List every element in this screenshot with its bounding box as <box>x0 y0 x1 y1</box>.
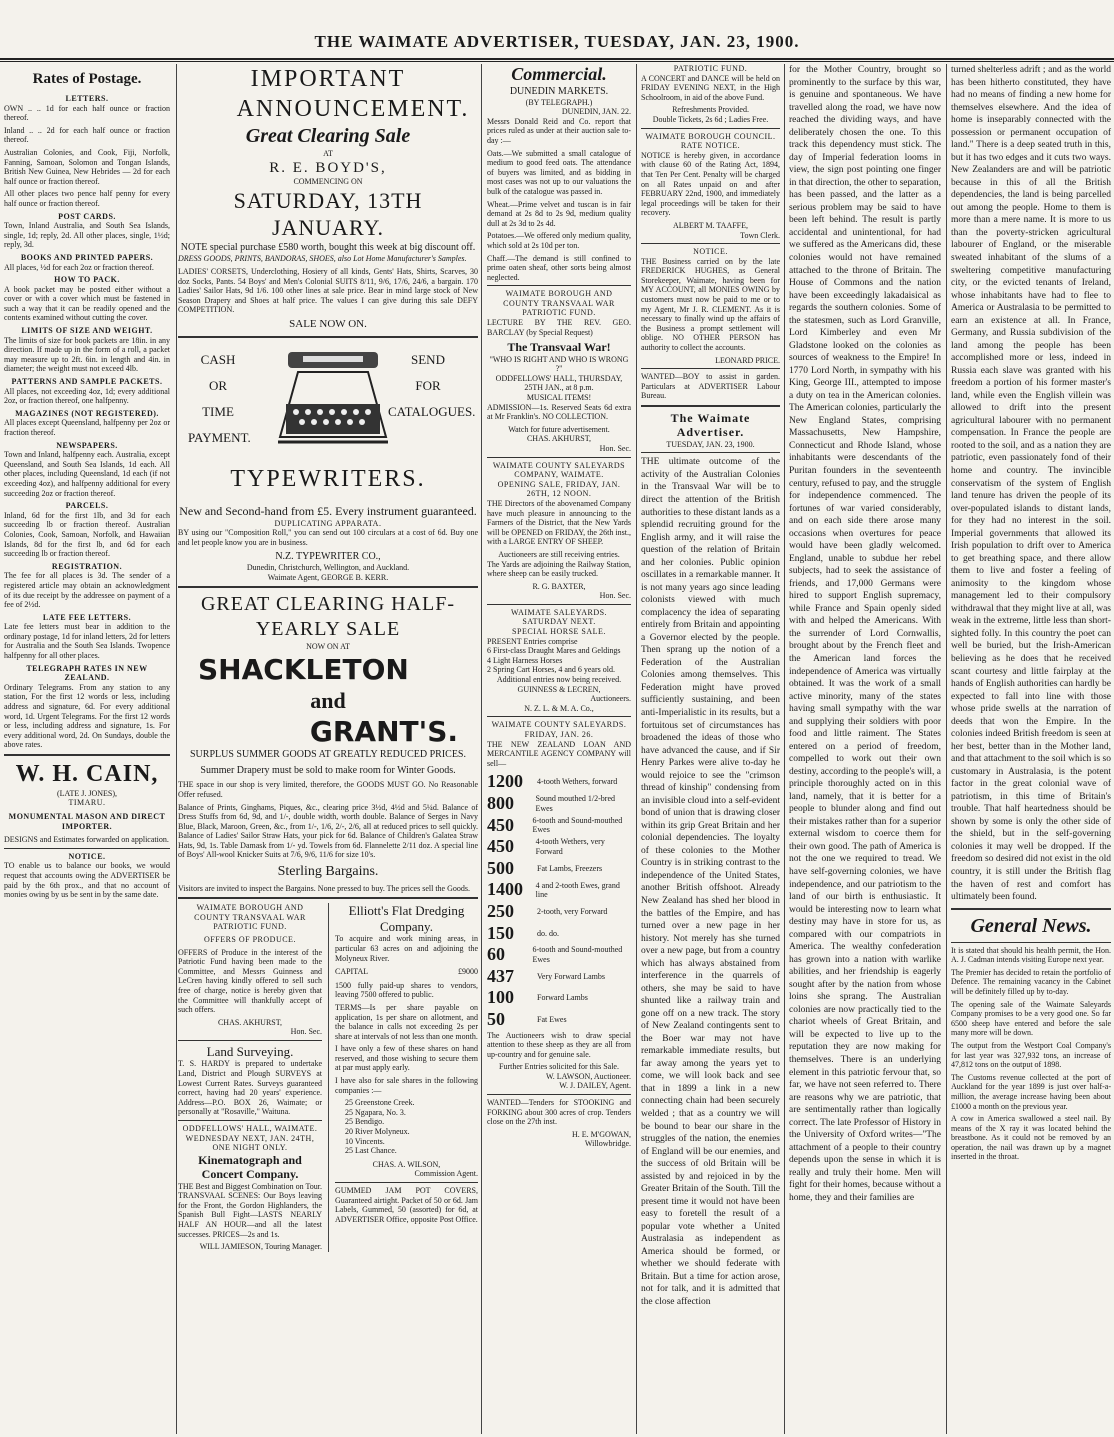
lot-count: 1200 <box>487 771 523 792</box>
notice-body: TO enable us to balance our books, we would request that accounts owing the ADVERTISER be paid by the 6th prox., and that no account of monies owing by us be sent in by the same date. <box>4 861 170 900</box>
space-line: THE space in our shop is very limited, therefore, the GOODS MUST GO. No Reasonable Offer refused. <box>178 780 478 799</box>
admission-line: ADMISSION—1s. Reserved Seats 6d extra at Mr Franklin's. NO COLLECTION. <box>487 402 631 422</box>
divider <box>4 754 170 756</box>
offers-body: OFFERS of Produce in the interest of the Patriotic Fund having been made to the Committee, and Messrs Guinness and LeCren having kindly offered to sell such free of charge, notice is hereby given that the Committee will thankfully accept of such offers. <box>178 947 322 1015</box>
lot-description: 2-tooth, very Forward <box>537 906 608 916</box>
divider <box>641 405 780 407</box>
nz-loan-line: THE NEW ZEALAND LOAN AND MERCANTILE AGENCY COMPANY will sell— <box>487 739 631 768</box>
typewriter-ad <box>178 342 478 502</box>
rate-line: Ordinary Telegrams. From any station to any station, For the first 12 words or less, including address and signature, 6d. For every additional word, 1d. Urgent Telegrams. For the first 12 words or less, including address and signature, 1s. For every additional word, 2d. On Sundays, double the above rates. <box>4 682 170 750</box>
summer-line: Summer Drapery must be sold to make room for Winter Goods. <box>200 764 456 776</box>
wilson-role: Commission Agent. <box>414 1169 478 1179</box>
divider <box>641 452 780 453</box>
sheep-lot-row <box>487 923 631 945</box>
general-news-list <box>951 946 1111 1162</box>
commencing-label: COMMENCING ON <box>293 177 363 187</box>
rate-line: The limits of size for book packets are 18in. in any direction. If made up in the form of a roll, a packet may measure up to 2ft. 6in. in length and 4in. in diameter; the weight must not exceed 4lb. <box>4 335 170 374</box>
lawson-name: W. LAWSON, Auctioneer. <box>545 1071 631 1081</box>
sheep-lot-row <box>487 1009 631 1031</box>
column-divider <box>784 64 785 1434</box>
sat-next: SATURDAY NEXT. <box>522 617 596 627</box>
market-potatoes: Potatoes.—We offered only medium quality, which sold at 2s 10d per ton. <box>487 231 631 250</box>
baxter-name: R. G. BAXTER, <box>532 581 586 591</box>
have-few-line: I have only a few of these shares on hand reserved, and those wishing to secure them at par must apply early. <box>334 1044 478 1073</box>
company-list <box>335 1098 478 1156</box>
sheep-lot-row <box>487 901 631 923</box>
divider <box>178 897 478 899</box>
divider <box>335 1182 478 1183</box>
notice-heading: NOTICE. <box>68 851 106 861</box>
news-item: The opening sale of the Waimate Saleyards Company promises to be a very good one. So far 6500 sheep have entered and before the sale many more will be down. <box>951 999 1111 1038</box>
duplicating: DUPLICATING APPARATA. <box>274 518 382 528</box>
divider <box>641 368 780 369</box>
elliott-heading: Elliott's Flat Dredging Company. <box>348 903 465 934</box>
market-chaff: Chaff.—The demand is still confined to prime oaten sheaf, other sorts being almost neglected. <box>487 253 631 282</box>
sheep-lot-row <box>487 879 631 901</box>
sheep-lots <box>487 771 631 1030</box>
price-name: LEONARD PRICE. <box>715 355 780 365</box>
notices-column <box>638 64 783 1434</box>
transvaal-heading: The Transvaal War! <box>507 340 611 355</box>
lot-description: Fat Ewes <box>537 1014 567 1024</box>
divider <box>641 243 780 244</box>
list-item: 6 First-class Draught Mares and Geldings <box>487 646 621 656</box>
nz-typewriter-loc: Dunedin, Christchurch, Wellington, and Auckland. <box>246 563 410 573</box>
taaffe-name: ALBERT M. TAAFFE, <box>672 220 749 230</box>
section-heading: PATTERNS AND SAMPLE PACKETS. <box>11 377 163 387</box>
editorial-end: turned shelterless adrift ; and as the world has been hitherto constituted, they have had no means of finding a new home for themselves elsewhere. And the idea of home is inseparably connected with the possession or permanent occupation of land." There is a deep seated truth in this, but it has two edges and it cuts two ways. New Zealanders are and will be patriotic because in this of all the British dependencies, the land is being parcelled out among the people. Home to them is more than a mere name. It is more to us than the poverty-stricken agricultural labourer of England, or the miserable sweated inhabitant of the slums of a sweltering competitive manufacturing city, or the evicted tenants of Ireland, whose inhabitants have had to flee to America or Australasia to be permitted to earn an existence at all. In France, Germany, and Russia subdivision of the land among the people has been accomplished more or less, indeed in Russia each slave was granted with his freedom a portion of his former master's land, while even the English villein was allowed to drift into the present agricultural labourer with no permanent compensation. In France the people are rooted to the soil, and as a nation they are patriotic, even passionately fond of their home and country. The invincible conservatism of the system of English land tenure has driven the people of its over-populated islands to distant lands, for they had no interest in the soil. Imperial governments that allowed its Irish population to drift over to America to get breathing space, and there allow them to live and foster a feeling of animosity to the kingdom whose management led to their compulsory withdrawal that they might live at all, was weak in the extreme, little less than short-sighted folly. In this country the poet can well be buried, but the Irish-American believing as he does that he received scant courtesy and little fairplay at the hands of English authorities can hardly be expected to fall into line with those whose pride swells at the narration of deeds that won the Empire. In the colonies indeed British freedom is seen at her best, better than in the Mother land, and that attachment to the soil which is so customary in Australasia, is the potent factor in the great colonial wave of patriotism, in this time of Britain's trouble. That half heartedness should be shown by some is only the other side of the shield, but in the self-governing colonies it may well be dropped. If the freedom so desired did not exist in the old country, it is still under the British flag the haven of rest and comfort has ultimately been found. <box>951 65 1111 903</box>
sheep-lot-row <box>487 815 631 837</box>
yards-line: The Yards are adjoining the Railway Station, where sheep can be easily trucked. <box>487 559 631 579</box>
and-label: and <box>310 687 346 713</box>
telegraph-label: (BY TELEGRAPH.) <box>525 97 593 107</box>
rate-line: Late fee letters must bear in addition to the ordinary postage, 1d for inland letters, 2d for letters for Australia and the South Sea Islands. Twopence halfpenny for all other places. <box>4 622 170 661</box>
watch-line: Watch for future advertisement. <box>508 424 610 434</box>
section-heading: TELEGRAPH RATES IN NEW ZEALAND. <box>26 663 148 683</box>
right-ad-stack <box>335 903 478 1252</box>
rate-line: All other places two pence half penny for every half ounce or fraction thereof. <box>4 189 170 208</box>
oddfellows-heading: ODDFELLOWS' HALL, WAIMATE. WEDNESDAY NEXT, JAN. 24TH, ONE NIGHT ONLY. <box>182 1124 318 1153</box>
column-divider <box>636 64 637 1434</box>
auctioneers-line: Auctioneers are still receiving entries. <box>498 549 620 559</box>
akhurst-name: CHAS. AKHURST, <box>526 434 592 444</box>
lot-description: 4-tooth Wethers, very Forward <box>535 837 605 856</box>
lot-count: 450 <box>487 836 514 857</box>
typewriter-illustration <box>258 342 398 462</box>
composition-roll: BY using our "Composition Roll," you can send out 100 circulars at a cost of 6d. Buy one and let people know you are in business. <box>178 528 478 547</box>
lot-description: Very Forward Lambs <box>537 971 605 981</box>
now-on-at: NOW ON AT <box>306 642 350 652</box>
section-heading: LIMITS OF SIZE AND WEIGHT. <box>21 326 153 336</box>
rate-line: Australian Colonies, and Cook, Fiji, Norfolk, Fanning, Samoan, Solomon and Tongan Islands, British New Guinea, New Hebrides — 2d for each half ounce or fraction thereof. <box>4 147 170 186</box>
list-item: 2 Spring Cart Horses, 4 and 6 years old. <box>487 665 615 675</box>
wcs-heading: WAIMATE COUNTY SALEYARDS. <box>491 720 627 730</box>
lot-description: do. do. <box>537 928 559 938</box>
sheep-lot-row <box>487 836 631 858</box>
news-item: It is stated that should his health permit, the Hon. A. J. Cadman intends visiting Europe next year. <box>951 945 1111 965</box>
top-rule-thin <box>0 61 1114 62</box>
time-label: TIME <box>202 403 234 419</box>
friday-line: FRIDAY, JAN. 26. <box>524 730 594 740</box>
lot-description: 6-tooth and Sound-mouthed Ewes <box>532 945 623 964</box>
lot-description: Fat Lambs, Freezers <box>537 863 603 873</box>
commercial-heading: Commercial. <box>511 64 607 84</box>
column-divider <box>946 64 947 1434</box>
mcgowan-loc: Willowbridge. <box>584 1139 631 1149</box>
sheep-lot-row <box>487 987 631 1009</box>
lot-count: 1400 <box>487 879 523 900</box>
refreshments: Refreshments Provided. <box>672 105 749 115</box>
tickets: Double Tickets, 2s 6d ; Ladies Free. <box>652 114 769 124</box>
guinness-name: GUINNESS & LECREN, <box>517 684 601 694</box>
rate-line: Inland .. .. 2d for each half ounce or fraction thereof. <box>4 125 170 145</box>
divider <box>178 336 478 338</box>
divider <box>487 604 631 605</box>
news-item: The Premier has decided to retain the portfolio of Defence. The remaining vacancy in the Cabinet will be definitely filled up by to-day. <box>951 967 1111 996</box>
sheep-lot-row <box>487 793 631 815</box>
lot-count: 50 <box>487 1008 505 1029</box>
news-item: The output from the Westport Coal Company's for last year was 327,932 tons, an increase of 47,812 tons on the output of 1898. <box>951 1040 1111 1070</box>
advertiser-designs: DESIGNS and Estimates forwarded on application. <box>4 835 169 845</box>
list-item: 25 Ngapara, No. 3. <box>344 1107 406 1117</box>
lot-count: 100 <box>487 987 514 1008</box>
rate-heading: RATE NOTICE. <box>680 141 741 151</box>
at-label: AT <box>323 149 333 158</box>
list-item: 25 Last Chance. <box>344 1146 397 1156</box>
send-label: SEND <box>411 351 445 367</box>
rate-line: All places, ½d for each 2oz or fraction thereof. <box>4 262 154 272</box>
lot-description: 4 and 2-tooth Ewes, grand line <box>535 880 620 900</box>
balance-lines: Balance of Prints, Ginghams, Piques, &c., clearing price 3½d, 4½d and 5¼d. Balance of Dress Stuffs from 6d, 9d, and 1/-, double width, worth double. Balance of Serges in Navy Blue, Black, Maroon, Green, &c., from 1/-, 1/6, 2/-, 2/6, all at reduced prices to sell quickly. Balance of Ladies' Sailor Straw Hats, your pick for 6d. Balance of Children's Galatea Straw Hats, 9d, 1s. Table Damask from 1/- yd. Towels from 6d. Flannelette 2/11 doz. A special line of Boys' All-wool Knicker Suits at 7/6, 9/6, 11/6 for size 10's. <box>178 802 478 860</box>
capital-label: CAPITAL <box>334 967 369 977</box>
lot-count: 450 <box>487 814 514 835</box>
list-item: 20 River Molyneux. <box>344 1127 410 1137</box>
capital-value: £9000 <box>458 967 478 977</box>
terms-line: TERMS—Is per share payable on application, 1s per share on allotment, and the balance in calls not exceeding 2s per share at intervals of not less than one month. <box>334 1002 478 1041</box>
editorial-end-column <box>948 64 1114 1434</box>
shackleton-name: SHACKLETON <box>198 652 409 686</box>
announcement-line1: IMPORTANT <box>250 66 406 92</box>
mcgowan-name: H. E. M'GOWAN, <box>572 1129 631 1139</box>
postage-column <box>0 64 174 1434</box>
sheep-lot-row <box>487 771 631 793</box>
divider <box>951 942 1111 943</box>
market-wheat: Wheat.—Prime velvet and tuscan is in fair demand at 2s 8d to 2s 9d, medium quality dull at 2s 3d to 2s 4d. <box>487 199 631 228</box>
dateline: DUNEDIN, JAN. 22. <box>561 107 631 117</box>
market-intro: Messrs Donald Reid and Co. report that prices ruled as under at their auction sale to-day :— <box>487 116 631 145</box>
borough-heading: WAIMATE BOROUGH COUNCIL. <box>645 131 776 141</box>
sheep-lot-row <box>487 858 631 880</box>
news-item: A cow in America swallowed a steel nail. By means of the X ray it was located behind the breastbone. As it could not be removed by an operation, the nail was drawn up by a magnet inserted in the throat. <box>951 1114 1111 1162</box>
clearing-line2: YEARLY SALE <box>255 618 401 641</box>
lot-count: 250 <box>487 900 514 921</box>
list-item: 25 Greenstone Creek. <box>344 1098 415 1108</box>
announcement-line2: ANNOUNCEMENT. <box>236 96 470 122</box>
typewriters-heading: TYPEWRITERS. <box>230 465 426 492</box>
for-label: FOR <box>415 377 441 393</box>
divider <box>4 848 170 849</box>
oddfellows-line: ODDFELLOWS' HALL, THURSDAY, 25TH JAN., at 8 p.m. <box>495 373 623 393</box>
visitors-line: Visitors are invited to inspect the Bargains. None pressed to buy. The prices sell the Goods. <box>178 883 470 893</box>
rate-line: A book packet may be posted either without a cover or with a cover which must be fastened in such a way that it can be readily opened and the contents examined without cutting the cover. <box>4 284 170 323</box>
elliott-body: To acquire and work mining areas, in particular 63 acres on and adjoining the Molyneux River. <box>334 934 478 963</box>
masthead-title: THE WAIMATE ADVERTISER, TUESDAY, JAN. 23, 1900. <box>314 32 800 51</box>
nz-typewriter-agent: Waimate Agent, GEORGE B. KERR. <box>267 572 389 582</box>
rate-line: OWN .. .. 1d for each half ounce or fraction thereof. <box>4 103 170 123</box>
surplus-line: SURPLUS SUMMER GOODS AT GREATLY REDUCED PRICES. <box>190 749 466 761</box>
taaffe-role: Town Clerk. <box>740 230 780 240</box>
send-options <box>388 347 476 425</box>
commercial-column <box>484 64 634 1434</box>
shares-line: 1500 fully paid-up shares to vendors, leaving 7500 offered to public. <box>334 980 478 1000</box>
typewriter-sub: New and Second-hand from £5. Every instrument guaranteed. <box>179 503 477 518</box>
advertisements-column <box>178 64 478 1434</box>
lot-description: Forward Lambs <box>537 993 588 1003</box>
auctioneer-note: The Auctioneers wish to draw special attention to these sheep as they are all from up-country and for genuine sale. <box>487 1030 631 1059</box>
rate-line: Inland, 6d for the first 1lb, and 3d for each succeeding lb or fraction thereof. Australian Colonies, Cook, Samoan, Norfolk, and Hawaiian Islands, 8d for the first lb, and 6d for each succeeding lb or fraction thereof. <box>4 510 170 559</box>
lot-count: 150 <box>487 922 514 943</box>
rate-line: The fee for all places is 3d. The sender of a registered article may obtain an acknowledgment of its due receipt by the addressee on payment of a fee of 2½d. <box>4 571 170 610</box>
left-ad-stack <box>178 903 322 1252</box>
dress-goods: DRESS GOODS, PRINTS, BANDORAS, SHOES, also Lot Home Manufacturer's Samples. <box>178 254 467 264</box>
section-heading: HOW TO PACK. <box>54 275 120 285</box>
lot-description: 6-tooth and Sound-mouthed Ewes <box>532 815 623 835</box>
additional-line: Additional entries now being received. <box>496 675 622 685</box>
market-oats: Oats.—We submitted a small catalogue of medium to good feed oats. The attendance of buyers was limited, and as bidding in most cases was not up to our valuations the bulk of the catalogue was passed in. <box>487 148 631 196</box>
rate-line: All places, not exceeding 4oz, 1d; every additional 2oz, or fraction thereof, one halfpenny. <box>4 386 170 406</box>
wanted-boy: WANTED—BOY to assist in garden. Particulars at ADVERTISER Labour Bureau. <box>641 372 780 401</box>
editorial-continued: for the Mother Country, brought so prominently to the surface by this war, is genuine and spontaneous. We have travelled along the road, we have now reached the dividing ways, and have deliberately chosen the one. To this track this dependency must stick. The day of Imperial federation looms in view, the sign post pointing one finger in that direction, the other to separation, has been passed, and the latter as a serious problem may be said to have been left behind. The result is partly accidental and unintentional, for had we suffered as the Americans did, these colonies would not have remained attached to the throne of Britain. The House of Commons and the nation have been exceedingly lakadaisical as regards the southern colonies. Some of the statesmen, such as Lord Granville, Lord Kimberley and even Mr Gladstone looked on the colonies as sources of weakness to the Empire! In 1770 Lord North, in sympathy with his King, George III., attempted to impose a duty on tea in the American colonies. The American colonies, particularly the New England States, comprising Massachusetts, New Hampshire, Connecticut and Rhode Island, whose inhabitants were descendants of the Puritan founders in the seventeenth century, refused to pay, and the struggle for independence commenced. The fortunes of war varied considerably, and on each side there arose many occasions when overtures for peace would have been gladly welcomed. England, unable to subdue her rebel subjects, had to seek the assistance of friends, and 17,000 Germans were hired to support English supremacy, while France and Spain openly sided with and helped the Americans. With the surrender of Lord Cornwallis, brought about by the French fleet and the American land forces the independence of America was virtually obtained. It was the work of a small active minority, many of the states having small sympathy with the war and supplying their soldiers with poor food and little raiment. The States entered on a period of freedom, compelled to work out their own destiny, according to the people's will, a principle thoroughly acted on in this land, namely, that it is better for a people to blunder along and find out their mistakes rather than for a superior external wisdom to coerce them for their own good. The path of America is not the one we required to tread. We have self-governing colonies, we have independence, and our patriotism to the land of our birth is enthusiastic. It would be interesting now to learn what destiny may have in store for us, as compared with our compatriots in America. The wealthy confederation has grown into a nation with warlike abilities, and her friendship is eagerly sought after by the nation from whose loins she sprang. The Australian colonies are now practically tied to the chariot wheels of Great Britain, and will be expected to live up to the reputation they are now making for themselves. There is an underlying element in this patriotic fervour that, so far, we have not seen referred to. There are reasons why we are patriotic, that are sentimentally rather than logically correct. The late Professor of History in the University of Oxford writes—"The attachment of a people to their country depends upon the sense in which it is really and truly their home. Men will fight for their homes, because without a home, they and their families are <box>789 65 941 1203</box>
payment-label: PAYMENT. <box>188 429 251 445</box>
boyd-name: R. E. BOYD'S, <box>269 159 387 176</box>
notice-heading: NOTICE. <box>693 247 728 257</box>
lot-description: Sound mouthed 1/2-bred Ewes <box>535 794 615 813</box>
cash-label: CASH <box>200 351 236 367</box>
opening-sale: OPENING SALE, FRIDAY, JAN. 26TH, 12 NOON. <box>497 479 621 499</box>
rate-body: NOTICE is hereby given, in accordance with clause 60 of the Rating Act, 1894, that Ten Per Cent. Penalty will be charged on all Rates unpaid on and after FEBRUARY 22nd, 1900, and immediately legal proceedings will be taken for their recovery. <box>641 150 780 218</box>
kinemato-manager: WILL JAMIESON, Touring Manager. <box>199 1242 322 1252</box>
divider <box>487 1094 631 1095</box>
present-entries: PRESENT Entries comprise <box>487 636 578 646</box>
right-wrong: "WHO IS RIGHT AND WHO IS WRONG ?" <box>489 354 629 374</box>
divider <box>178 1040 322 1041</box>
lot-description: 4-tooth Wethers, forward <box>537 777 618 787</box>
akhurst-role: Hon. Sec. <box>599 443 631 453</box>
lecture-line: LECTURE BY THE REV. GEO. BARCLAY (by Special Request) <box>487 318 631 337</box>
lot-count: 800 <box>487 792 514 813</box>
bottom-ads <box>178 903 478 1252</box>
have-also-line: I have also for sale shares in the following companies :— <box>334 1076 478 1095</box>
nz-typewriter: N.Z. TYPEWRITER CO., <box>275 550 381 562</box>
catalogues-label: CATALOGUES. <box>388 403 476 419</box>
news-item: The Customs revenue collected at the port of Auckland for the year 1899 is just over half-a-million, the average increase having been about £1000 a month on the previous year. <box>951 1072 1111 1111</box>
section-heading: REGISTRATION. <box>51 561 123 571</box>
section-heading: BOOKS AND PRINTED PAPERS. <box>20 252 154 262</box>
further-line: Further Entries solicited for this Sale. <box>499 1062 619 1072</box>
note-line: NOTE special purchase £580 worth, bought this week at big discount off. <box>180 241 476 253</box>
musical-items: MUSICAL ITEMS! <box>526 393 592 403</box>
kinemato-heading: Kinematograph and Concert Company. <box>198 1152 302 1182</box>
grants-name: GRANT'S. <box>309 715 458 749</box>
postage-title: Rates of Postage. <box>32 71 142 87</box>
advertiser-line: MONUMENTAL MASON AND DIRECT IMPORTER. <box>8 811 166 831</box>
dailey-name: W. J. DAILEY, Agent. <box>559 1081 631 1091</box>
list-item: 10 Vincents. <box>344 1136 385 1146</box>
advertiser-town: TIMARU. <box>68 798 106 808</box>
or-label: OR <box>208 377 228 393</box>
offers-heading: OFFERS OF PRODUCE. <box>204 934 296 944</box>
paper-name: The Waimate Advertiser. <box>670 411 751 440</box>
masthead <box>0 0 1114 60</box>
fund-heading: WAIMATE BOROUGH AND COUNTY TRANSVAAL WAR PATRIOTIC FUND. <box>503 289 615 318</box>
sheep-lot-row <box>487 944 631 966</box>
sale-heading: Great Clearing Sale <box>245 125 411 147</box>
nzlma-line: N. Z. L. & M. A. Co., <box>524 703 594 713</box>
section-heading: NEWSPAPERS. <box>56 440 118 450</box>
divider <box>487 285 631 286</box>
kinemato-body: THE Best and Biggest Combination on Tour. TRANSVAAL SCENES: Our Boys leaving for the Front, the Gordon Highlanders, the Spanish Bull Fight—LASTS NEARLY HALF AN HOUR—and all the latest successes. PRICES—2s and 1s. <box>178 1181 322 1239</box>
divider <box>951 908 1111 910</box>
markets-heading: DUNEDIN MARKETS. <box>509 85 609 97</box>
guinness-role: Auctioneers. <box>590 694 631 704</box>
section-heading: LATE FEE LETTERS. <box>42 612 132 622</box>
lot-count: 500 <box>487 857 514 878</box>
sale-now-on: SALE NOW ON. <box>289 318 367 330</box>
concert-line: A CONCERT and DANCE will be held on FRIDAY EVENING NEXT, in the High Schoolroom, in aid of the above Fund. <box>641 73 780 102</box>
land-body: T. S. HARDY is prepared to undertake Land, District and Plough SURVEYS at Lowest Current Rates. Surveys guaranteed correct, having had 20 years' experience. Address—P.O. BOX 26, Waimate; or personally at "Rosaville," Waituna. <box>178 1059 322 1117</box>
section-heading: POST CARDS. <box>58 211 116 221</box>
advertiser-sub: (LATE J. JONES), <box>57 788 117 798</box>
sterling-bargains: Sterling Bargains. <box>277 864 379 880</box>
column-divider <box>328 903 329 1252</box>
divider <box>487 457 631 458</box>
fund-heading: WAIMATE BOROUGH AND COUNTY TRANSVAAL WAR PATRIOTIC FUND. <box>194 903 306 932</box>
advertiser-name: W. H. CAIN, <box>15 761 159 787</box>
wanted-line: WANTED—Tenders for STOOKING and FORKING about 300 acres of crop. Tenders close on the 27th inst. <box>487 1098 631 1127</box>
editorial-body: THE ultimate outcome of the activity of the Australian Colonies in the Transvaal War will be to direct the attention of the British authorities to these distant lands as a splendid recruiting ground for the English army, and it will raise the question of the relation of Britain and her colonies. Public opinion oscillates in a remarkable manner. It is not many years ago since leading colonists viewed with much complacency the idea of separating entirely from Britain and appointing a Governor elected by the people. Then sprang up the notion of a Federation of the Australian Colonies among themselves. This Federation might have proved sufficiently sustaining, and been anti-Imperialistic in its results, but a fortuitous set of circumstances has broadened the ideas of those who have advanced the cause, and if Sir Henry Parkes were alive to-day he would rejoice to see the "crimson thread of kinship" condensing from an invisible cloud into a self-evident bond of union that is drawing closer within its grip Great Britain and her colonial dependencies. The loyalty of these colonies to the Mother Country is in striking contrast to the independence of the United States, another British offshoot. Already New Zealand has shed her blood in the battles of the Empire, and has turned over a new page in her history. Not merely has she turned over a new page, but from a country which has always abstained from interference in the quarrels of others, she may be said to have shunted like a railway train and gone off on a new track. The story of New Zealand contingents sent to the Boer war may not have remarkable immediate results, but far away among the years yet to come, we will look back and see that in 1899 a link in a new connecting chain had been securely welded ; that as a country we will be bound to bear our share in the struggles of the nation, the enemies of England will be our enemies, and the success of old Britain will be assisted by and rejoiced in by the Greater Britain of the South. Till the present time it would not have been easy to foretell the result of a popular vote whether a United Australasia as independent as America should be formed, or whether we should federate with Britain. But a time for action arose, not for talk, and it is admitted that the close affection <box>641 457 780 1307</box>
paper-date: TUESDAY, JAN. 23, 1900. <box>666 439 755 449</box>
lot-count: 60 <box>487 944 505 965</box>
section-heading: MAGAZINES (NOT REGISTERED). <box>15 408 159 418</box>
ladies-line: LADIES' CORSETS, Underclothing, Hosiery of all kinds, Gents' Hats, Shirts, Scarves, 30 doz Socks, Pants. 54 Boys' and Men's Colonial SUITS 8/11, 9/6, 17/6, 24/6, a bargain. 170 Ladies' Sailor Hats, 9d 1/6. 100 other lines at sale price. Bear in mind large stock of New Season Drapery and Shoes at half price. The values I can give during this sale DEFY COMPETITION. <box>178 267 478 315</box>
list-item: 25 Bendigo. <box>344 1117 385 1127</box>
sheep-lot-row <box>487 966 631 988</box>
section-heading: PARCELS. <box>65 501 109 511</box>
divider <box>641 128 780 129</box>
rate-line: Town and Inland, halfpenny each. Australia, except Queensland, and South Sea Islands, 1d each. All other places, including Queensland, 1d each (if not exceeding 4oz), and halfpenny additional for every succeeding 2oz or fraction thereof. <box>4 450 170 498</box>
baxter-role: Hon. Sec. <box>599 591 631 601</box>
wilson-name: CHAS. A. WILSON, <box>372 1159 441 1169</box>
land-heading: Land Surveying. <box>206 1043 294 1059</box>
sale-date: SATURDAY, 13TH JANUARY. <box>233 187 423 241</box>
general-news-heading: General News. <box>970 914 1092 937</box>
clearing-line1: GREAT CLEARING HALF- <box>200 593 456 616</box>
column-divider <box>176 64 177 1434</box>
directors-line: THE Directors of the abovenamed Company have much pleasure in announcing to the Farmers of the District, that the New Yards will be OPENED on FRIDAY, the 26th inst., with a LARGE ENTRY OF SHEEP. <box>487 498 631 547</box>
divider <box>178 1120 322 1121</box>
divider <box>487 716 631 717</box>
column-divider <box>481 64 482 1434</box>
patriotic-heading: PATRIOTIC FUND. <box>673 64 748 73</box>
rate-line: Town, Inland Australia, and South Sea Islands, single, 1d; reply, 2d. All other places, single, 1½d; reply, 3d. <box>4 221 170 250</box>
lot-count: 437 <box>487 965 514 986</box>
akhurst-role: Hon. Sec. <box>290 1027 322 1037</box>
cash-options <box>188 347 251 451</box>
akhurst-name: CHAS. AKHURST, <box>217 1017 283 1027</box>
editorial-continued-column <box>786 64 944 1434</box>
section-heading: LETTERS. <box>65 94 109 103</box>
ws-heading: WAIMATE SALEYARDS. <box>510 607 608 617</box>
capital-row <box>335 967 478 977</box>
rate-line: All places except Queensland, halfpenny per 2oz or fraction thereof. <box>4 418 170 437</box>
gummed-line: GUMMED JAM POT COVERS, Guaranteed airtight. Packet of 50 or 6d. Jam Labels, Gummed, 50 (assorted) for 6d, at ADVERTISER Office, opposite Post Office. <box>334 1186 478 1224</box>
business-body: THE Business carried on by the late FREDERICK HUGHES, as General Storekeeper, Waimate, having been for MY ACCOUNT, all MONIES OWING by customers must now be paid to me or to my Agent, Mr J. R. CLEMENT. As it is necessary to finally wind up the affairs of the Business a prompt settlement will oblige. NO OTHER PERSON has authority to collect the accounts. <box>641 256 780 353</box>
list-item: 4 Light Harness Horses <box>487 655 563 665</box>
saleyards-heading: WAIMATE COUNTY SALEYARDS COMPANY, WAIMATE. <box>492 460 626 480</box>
divider <box>178 586 478 588</box>
top-rule <box>0 58 1114 60</box>
special-horse: SPECIAL HORSE SALE. <box>512 627 606 637</box>
